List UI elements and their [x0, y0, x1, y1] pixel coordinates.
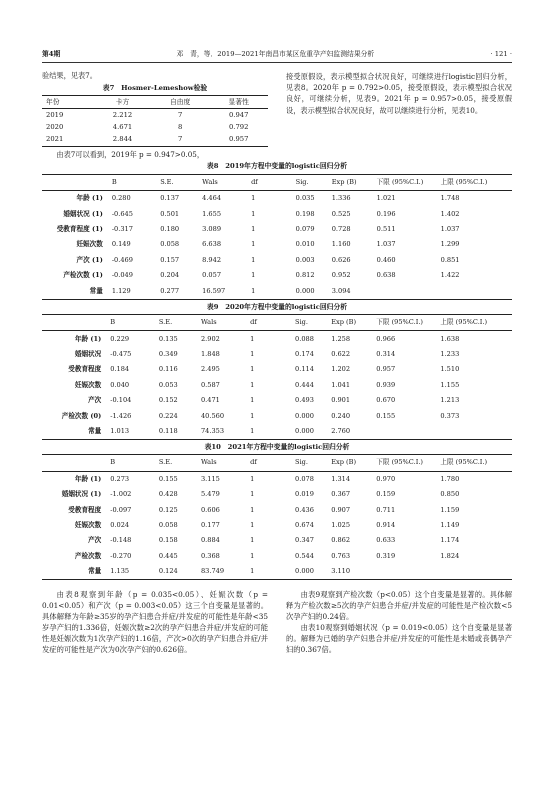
table-cell: 0.711	[376, 505, 396, 514]
table-cell: 1	[250, 334, 255, 343]
table-cell: -0.270	[110, 551, 132, 560]
table-cell: 2.844	[112, 135, 133, 144]
table-cell: 0.812	[295, 271, 315, 280]
column-header: 下限 (95%C.I.)	[376, 458, 423, 467]
table-cell: 4.671	[112, 122, 133, 131]
table-cell: 1.824	[440, 551, 460, 560]
table-cell: 0.445	[158, 551, 178, 560]
table-cell: 0.471	[200, 396, 220, 405]
table-cell: 1	[251, 194, 256, 203]
table-cell: 0.198	[295, 209, 315, 218]
table-cell: 0.057	[202, 271, 222, 280]
table-cell: 1	[250, 521, 255, 530]
table-cell: 0.368	[200, 551, 220, 560]
table-cell: 0.088	[295, 334, 314, 343]
table-cell: 0.152	[158, 396, 178, 405]
column-header: df	[251, 177, 258, 186]
table-cell: 1.037	[440, 225, 460, 234]
table-cell: 1.013	[110, 426, 130, 435]
table-cell	[373, 564, 437, 580]
table-cell: 1.638	[440, 334, 460, 343]
table-cell: 0.626	[331, 255, 351, 264]
column-header: B	[110, 318, 116, 327]
table-cell: -0.097	[110, 505, 132, 514]
column-header: 下限 (95%C.I.)	[376, 177, 424, 186]
table-cell: 1	[250, 536, 255, 545]
table-cell: 1	[250, 365, 255, 374]
table-cell: -0.148	[110, 536, 132, 545]
table-cell: 0.053	[158, 380, 178, 389]
table-row	[42, 331, 512, 347]
table-cell: 1.037	[376, 240, 396, 249]
table-row	[42, 191, 512, 207]
table-row	[42, 393, 512, 408]
table-cell: 0.157	[160, 255, 180, 264]
table-row	[42, 487, 512, 502]
table-cell: 0.525	[331, 209, 351, 218]
table-cell: 1.314	[331, 474, 351, 483]
issue-number: 第4期	[42, 50, 61, 58]
table-cell: 0.957	[228, 135, 249, 144]
table-cell: 0.229	[110, 334, 130, 343]
table-cell: 0.273	[110, 474, 130, 483]
paragraph: 由表8观察到年龄（p = 0.035<0.05）、妊娠次数（p = 0.01<0.05）和产次（p = 0.003<0.05）这三个自变量是显著的。具体解释为年龄≥35岁的孕产妇患合并症/并发症的可能性是年龄<35岁孕产妇的1.336倍，妊娠次数≥2次的孕产妇患合并症/并发症的可能性是妊娠次数为1次孕产妇的1.16倍，产次>0次的孕产妇患合并症/并发症的可能性是产次为0次孕产妇的0.626倍。	[42, 590, 268, 655]
table-cell: 1.021	[376, 194, 396, 203]
table-row	[42, 268, 512, 283]
table-cell: 8	[177, 122, 183, 131]
table-cell: 1	[250, 396, 255, 405]
variable-name: 妊娠次数	[76, 240, 103, 249]
column-header	[42, 455, 107, 471]
table-cell: 0.939	[376, 380, 396, 389]
table-row	[42, 518, 512, 533]
table-row	[42, 533, 512, 548]
table-cell: 0.124	[158, 567, 178, 576]
column-header: 下限 (95%C.I.)	[376, 318, 423, 327]
table-cell: 3.115	[200, 474, 220, 483]
table-cell: 2019	[46, 110, 64, 119]
table-cell: 0.010	[295, 240, 315, 249]
table-cell: 0.901	[331, 396, 351, 405]
table-cell: 1.213	[440, 396, 460, 405]
column-header: 上限 (95%C.I.)	[440, 318, 488, 327]
paragraph: 接受原假设，表示模型拟合状况良好，可继续进行logistic回归分析，见表8。2020年 p = 0.792>0.05，接受原假设，表示模型拟合状况良好，可继续分析，见表9。2021年 p = 0.957>0.05，接受原假设，表示模型拟合状况良好，故可以继续进行分析，见表10。	[286, 72, 512, 115]
table-cell: 1.258	[331, 334, 351, 343]
column-header: 自由度	[169, 97, 191, 106]
column-header: Wals	[200, 318, 217, 327]
table-cell: 2.760	[331, 426, 351, 435]
running-header	[42, 50, 512, 63]
table-cell	[374, 283, 438, 299]
table-cell: 1.129	[111, 286, 131, 295]
table-cell: -1.002	[110, 490, 132, 499]
table-row	[42, 471, 512, 487]
table-cell: 0.501	[160, 209, 180, 218]
table-cell: 0.135	[158, 334, 178, 343]
table-cell: -0.469	[111, 255, 133, 264]
table-cell: 0.078	[295, 474, 314, 483]
variable-name: 受教育程度	[68, 365, 102, 374]
table-cell: 0.174	[295, 349, 314, 358]
table-cell: 0.914	[376, 521, 396, 530]
table-cell: 0.862	[331, 536, 351, 545]
table-row	[42, 283, 512, 299]
table-cell: 0.240	[331, 411, 351, 420]
table-cell: 0.444	[295, 380, 314, 389]
table-cell: 0.125	[158, 505, 178, 514]
variable-name: 年龄 (1)	[76, 194, 103, 203]
table-cell: 0.347	[295, 536, 314, 545]
table-cell: -0.317	[111, 225, 133, 234]
right-column	[286, 71, 512, 159]
table-cell: 0.436	[295, 505, 314, 514]
table-cell: 0.158	[158, 536, 178, 545]
variable-name: 婚姻状况 (1)	[61, 490, 102, 499]
variable-name: 产次 (1)	[76, 255, 103, 264]
table-cell: 1.655	[202, 209, 222, 218]
table-cell: 0.114	[295, 365, 314, 374]
table-caption: 表10 2021年方程中变量的logistic回归分析	[204, 443, 350, 452]
table-cell: 0.314	[376, 349, 396, 358]
variable-name: 常量	[89, 286, 103, 295]
variable-name: 产检次数 (0)	[61, 411, 102, 420]
table-cell: 1.848	[200, 349, 220, 358]
top-section	[42, 71, 512, 159]
table-cell: 1.510	[440, 365, 460, 374]
table-row	[42, 109, 268, 122]
table-cell: 2020	[46, 122, 64, 131]
table-row	[42, 134, 268, 147]
table-cell: 0.606	[200, 505, 220, 514]
bottom-section	[42, 590, 512, 656]
variable-name: 婚姻状况	[74, 349, 102, 358]
table-cell: 0.633	[376, 536, 396, 545]
table-cell: 0.024	[110, 521, 130, 530]
table-cell: 0.638	[376, 271, 396, 280]
table-cell: 0.159	[376, 490, 396, 499]
variable-name: 常量	[88, 426, 102, 435]
table-cell: 1.748	[440, 194, 460, 203]
table-cell: 0.116	[158, 365, 178, 374]
table-row	[42, 564, 512, 580]
table-cell: 0.000	[295, 426, 314, 435]
table-cell: 0.058	[158, 521, 178, 530]
table-cell: 0.622	[331, 349, 351, 358]
table-cell: 0.196	[376, 209, 396, 218]
running-title: 邓 青，等．2019—2021年南昌市某区危重孕产妇监测结果分析	[176, 50, 375, 58]
column-header: Sig.	[295, 318, 308, 327]
column-header: Wals	[200, 458, 217, 467]
table-cell: 3.089	[202, 225, 222, 234]
column-header: Exp (B)	[331, 318, 357, 327]
column-header: Wals	[202, 177, 218, 186]
column-header: Sig.	[295, 177, 309, 186]
table-row	[42, 121, 268, 133]
variable-name: 年龄 (1)	[74, 474, 102, 483]
variable-name: 产次	[88, 396, 102, 405]
table-cell: 0.019	[295, 490, 314, 499]
table-header-row	[42, 455, 512, 471]
table-cell: -0.645	[111, 209, 133, 218]
table-row	[42, 424, 512, 440]
table7-caption: 表7 Hosmer-Lemeshow检验	[102, 83, 208, 92]
variable-name: 受教育程度	[68, 505, 102, 514]
table-cell: 1	[250, 505, 255, 514]
column-header: S.E.	[158, 458, 173, 467]
column-header: 上限 (95%C.I.)	[440, 177, 488, 186]
regression-table	[42, 174, 512, 300]
table-cell: 0.000	[295, 286, 315, 295]
right-column	[286, 590, 512, 656]
table-cell: 7	[177, 135, 183, 144]
table-cell: 0.184	[110, 365, 130, 374]
table-cell: 1	[250, 490, 255, 499]
table-cell: 0.079	[295, 225, 315, 234]
left-column	[42, 71, 268, 159]
table-cell: 2.902	[200, 334, 220, 343]
table-cell: 0.319	[376, 551, 396, 560]
variable-name: 妊娠次数	[74, 380, 102, 389]
table-header-row	[42, 174, 512, 190]
table-cell: 0.587	[200, 380, 220, 389]
table-cell: 0.373	[440, 411, 460, 420]
paragraph: 由表9观察到产检次数（p<0.05）这个自变量是显著的。具体解释为产检次数≥5次的孕产妇患合并症/并发症的可能性是产检次数<5次孕产妇的0.24倍。	[286, 590, 512, 622]
table-cell: 1	[251, 209, 256, 218]
table-cell: 83.749	[200, 567, 225, 576]
table-cell: 1.233	[440, 349, 460, 358]
table-row	[42, 502, 512, 517]
table-cell: -0.104	[110, 396, 132, 405]
table-cell: 1.041	[331, 380, 351, 389]
table-cell: 0.428	[158, 490, 178, 499]
table-cell: 0.970	[376, 474, 396, 483]
table-cell: 1.025	[331, 521, 351, 530]
table-cell	[373, 424, 437, 440]
paragraph: 由表10观察到婚姻状况（p = 0.019<0.05）这个自变量是显著的。解释为已婚的孕产妇患合并症/并发症的可能性是未婚或丧偶孕产妇的0.367倍。	[286, 623, 512, 655]
paragraph: 验结果，见表7。	[42, 71, 97, 81]
table-cell: 1	[250, 474, 255, 483]
variable-name: 年龄 (1)	[74, 334, 102, 343]
table-cell: 0.177	[200, 521, 220, 530]
regression-table	[42, 454, 512, 580]
page-number: · 121 ·	[490, 50, 512, 58]
column-header: df	[250, 318, 257, 327]
column-header: 年份	[46, 97, 60, 106]
table-cell: 0.003	[295, 255, 315, 264]
table-header-row	[42, 314, 512, 330]
column-header	[42, 314, 107, 330]
table-cell: 0.180	[160, 225, 180, 234]
table-cell: 0.149	[111, 240, 131, 249]
table-cell: 0.460	[376, 255, 396, 264]
table-cell: 5.479	[200, 490, 220, 499]
variable-name: 产检次数 (1)	[63, 271, 103, 280]
table-row	[42, 347, 512, 362]
table-cell: 0.966	[376, 334, 396, 343]
table-cell: 0.118	[158, 426, 178, 435]
table-cell: 2.212	[112, 110, 133, 119]
table-cell: 2021	[46, 135, 64, 144]
table-cell: 0.763	[331, 551, 351, 560]
column-header: B	[110, 458, 116, 467]
table-cell: 0.280	[111, 194, 131, 203]
table-row	[42, 549, 512, 564]
table-cell: 1.135	[110, 567, 130, 576]
table-row	[42, 222, 512, 237]
table-cell: 6.638	[202, 240, 222, 249]
table-row	[42, 408, 512, 423]
left-column	[42, 590, 268, 656]
table-cell: 1	[251, 271, 256, 280]
table-cell: 0.155	[158, 474, 178, 483]
table-cell: 2.495	[200, 365, 220, 374]
table-cell: 0.035	[295, 194, 315, 203]
table-header-row	[42, 96, 268, 109]
table-row	[42, 237, 512, 252]
table-cell: 8.942	[202, 255, 222, 264]
table-cell: 0.792	[228, 122, 249, 131]
column-header: S.E.	[160, 177, 174, 186]
table-cell	[438, 283, 512, 299]
table-cell: 0.947	[228, 110, 249, 119]
table-cell: 3.110	[331, 567, 351, 576]
variable-name: 产次	[88, 536, 102, 545]
column-header: 上限 (95%C.I.)	[440, 458, 488, 467]
table-cell: 1	[250, 567, 255, 576]
table-row	[42, 206, 512, 221]
table-cell: 1.159	[440, 505, 460, 514]
table-caption: 表9 2020年方程中变量的logistic回归分析	[206, 302, 348, 311]
table-cell: 1.336	[331, 194, 351, 203]
table-cell: 1.160	[331, 240, 351, 249]
table-cell: 0.907	[331, 505, 351, 514]
table-row	[42, 362, 512, 377]
column-header	[42, 174, 109, 190]
table-cell: 1	[251, 286, 256, 295]
table-cell: 0.884	[200, 536, 220, 545]
table-cell: 0.728	[331, 225, 351, 234]
table-cell: 0.058	[160, 240, 180, 249]
table-cell: -0.049	[111, 271, 133, 280]
table-cell: 0.349	[158, 349, 178, 358]
column-header: Exp (B)	[331, 458, 357, 467]
column-header: Sig.	[295, 458, 308, 467]
table-cell: 1	[250, 426, 255, 435]
table-cell: 1.202	[331, 365, 351, 374]
table-cell: 0.040	[110, 380, 130, 389]
table-cell	[437, 564, 512, 580]
table-cell: 0.277	[160, 286, 180, 295]
table-cell: 7	[177, 110, 183, 119]
column-header: Exp (B)	[331, 177, 357, 186]
table-cell: 0.952	[331, 271, 351, 280]
table-cell: 1.174	[440, 536, 460, 545]
table-cell: 4.464	[202, 194, 222, 203]
table-cell: 0.957	[376, 365, 396, 374]
table-caption: 表8 2019年方程中变量的logistic回归分析	[206, 162, 348, 171]
table-cell: 0.544	[295, 551, 314, 560]
table-cell: 1	[251, 240, 256, 249]
table-cell: 1	[250, 349, 255, 358]
column-header: S.E.	[158, 318, 173, 327]
table-cell: 0.155	[376, 411, 396, 420]
table-cell: 1	[250, 380, 255, 389]
table-cell: 1.422	[440, 271, 460, 280]
table-row	[42, 253, 512, 268]
table-cell: 0.367	[331, 490, 351, 499]
variable-name: 产检次数	[74, 551, 102, 560]
variable-name: 妊娠次数	[74, 521, 102, 530]
table-cell: 16.597	[202, 286, 226, 295]
table-cell: 0.224	[158, 411, 178, 420]
table-cell: 0.511	[376, 225, 396, 234]
table-cell: 0.000	[295, 567, 314, 576]
table-cell	[437, 424, 512, 440]
table-cell: 0.493	[295, 396, 314, 405]
table-cell: 1.149	[440, 521, 460, 530]
table-cell: 1.780	[440, 474, 460, 483]
table-cell: 0.137	[160, 194, 180, 203]
paragraph: 由表7可以看到，2019年 p = 0.947>0.05，	[56, 149, 205, 159]
table-cell: 1.155	[440, 380, 460, 389]
table7	[42, 95, 268, 147]
table-cell: 1	[250, 551, 255, 560]
table-cell: 1	[250, 411, 255, 420]
table-cell: 0.670	[376, 396, 396, 405]
column-header: 显著性	[228, 97, 249, 106]
table-cell: -1.426	[110, 411, 132, 420]
table-row	[42, 378, 512, 393]
variable-name: 婚姻状况 (1)	[63, 209, 103, 218]
table-cell: 0.204	[160, 271, 180, 280]
table-cell: 3.094	[331, 286, 351, 295]
table-cell: 0.851	[440, 255, 460, 264]
regression-table	[42, 314, 512, 440]
table-cell: 1	[251, 255, 256, 264]
column-header: df	[250, 458, 257, 467]
table-cell: 40.560	[200, 411, 225, 420]
column-header: 卡方	[115, 97, 130, 106]
table-cell: 0.000	[295, 411, 314, 420]
table-cell: -0.475	[110, 349, 132, 358]
table-cell: 74.353	[200, 426, 225, 435]
table-cell: 0.850	[440, 490, 460, 499]
table-cell: 1.402	[440, 209, 460, 218]
regression-tables	[42, 162, 512, 580]
column-header: B	[111, 177, 117, 186]
table-cell: 1	[251, 225, 256, 234]
table-cell: 1.299	[440, 240, 460, 249]
variable-name: 常量	[88, 567, 102, 576]
variable-name: 受教育程度 (1)	[56, 225, 103, 234]
table-cell: 0.674	[295, 521, 314, 530]
